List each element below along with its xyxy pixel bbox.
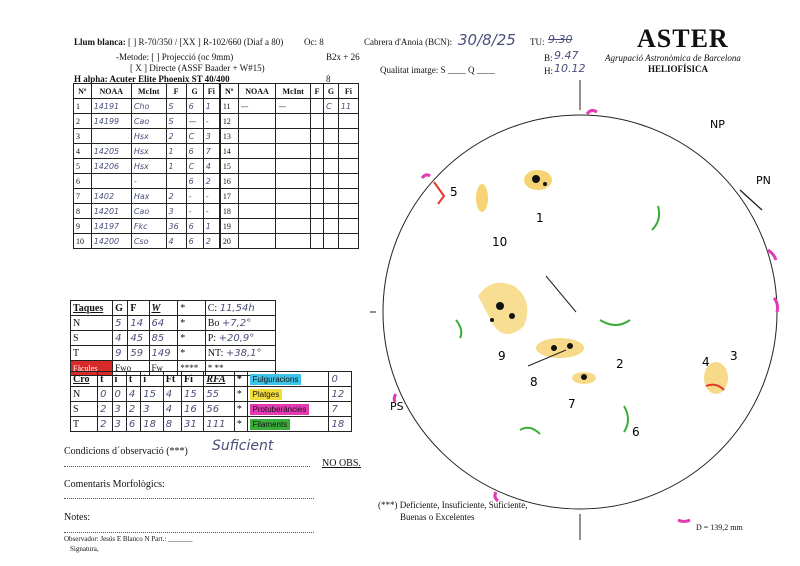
groups-cell: Hsx xyxy=(131,159,166,174)
groups-cell xyxy=(238,174,276,189)
groups-cell xyxy=(311,114,324,129)
groups-cell xyxy=(276,159,311,174)
group-label-4: 4 xyxy=(702,355,710,369)
groups-cell xyxy=(338,204,358,219)
groups-cell: C xyxy=(324,99,339,114)
taques-n-5: Bo +7,2° xyxy=(205,316,275,331)
groups-cell xyxy=(311,189,324,204)
groups-cell: 7 xyxy=(74,189,92,204)
groups-cell: 14206 xyxy=(91,159,131,174)
org-section: HELIOFÍSICA xyxy=(648,64,709,74)
taques-n-1: 5 xyxy=(113,316,128,331)
groups-cell: 1 xyxy=(166,159,186,174)
groups-cell xyxy=(91,174,131,189)
groups-header-11: Fi xyxy=(338,84,358,99)
groups-cell xyxy=(311,129,324,144)
groups-cell: 12 xyxy=(220,114,238,129)
groups-cell: 9 xyxy=(74,219,92,234)
org-subtitle: Agrupació Astronòmica de Barcelona xyxy=(605,53,741,63)
legend-fulguracions-value: 0 xyxy=(329,372,352,387)
taques-h4: * xyxy=(178,301,205,316)
group-label-7: 7 xyxy=(568,397,576,411)
groups-cell xyxy=(276,129,311,144)
taques-h1: G xyxy=(113,301,128,316)
filament xyxy=(600,320,630,325)
taques-t-0: T xyxy=(71,346,113,361)
groups-cell xyxy=(324,204,339,219)
cro-header-5: Ft xyxy=(163,372,181,387)
groups-cell xyxy=(238,114,276,129)
cro-cell: * xyxy=(234,387,247,402)
groups-cell xyxy=(324,219,339,234)
groups-cell xyxy=(324,159,339,174)
groups-cell xyxy=(338,174,358,189)
prominence xyxy=(774,298,778,312)
legend-value-1: 12 xyxy=(329,387,352,402)
cro-cell: 2 xyxy=(98,417,112,432)
cro-cell: 55 xyxy=(204,387,234,402)
cro-cell: 31 xyxy=(181,417,203,432)
groups-cell xyxy=(238,159,276,174)
solar-disk-drawing xyxy=(370,80,780,540)
cro-cell: * xyxy=(234,402,247,417)
groups-cell: 6 xyxy=(186,144,203,159)
fwo-label: Fwo xyxy=(113,361,149,376)
date: 30/8/25 xyxy=(458,31,516,49)
groups-cell xyxy=(324,129,339,144)
solar-disk xyxy=(383,115,777,509)
groups-cell xyxy=(276,219,311,234)
cro-header-3: t xyxy=(126,372,140,387)
plage xyxy=(536,338,584,358)
condicions-label: Condicions d´observació (***) xyxy=(64,446,188,457)
filament xyxy=(652,206,659,230)
taques-n-4: * xyxy=(178,316,205,331)
group-label-8: 8 xyxy=(530,375,538,389)
groups-row xyxy=(74,204,359,219)
taques-t-1: 9 xyxy=(113,346,128,361)
groups-header-3: F xyxy=(166,84,186,99)
groups-cell xyxy=(276,174,311,189)
central-meridian-tick xyxy=(546,276,576,312)
groups-cell xyxy=(238,234,276,249)
groups-cell: - xyxy=(203,189,220,204)
b2x: B2x + 26 xyxy=(326,52,360,62)
groups-row xyxy=(74,144,359,159)
groups-cell: S xyxy=(166,99,186,114)
groups-cell: 20 xyxy=(220,234,238,249)
groups-cell: C xyxy=(186,129,203,144)
groups-cell: 17 xyxy=(220,189,238,204)
stars4: **** xyxy=(178,361,205,376)
groups-cell: — xyxy=(238,99,276,114)
legend-1: Platges xyxy=(247,387,329,402)
groups-cell: - xyxy=(186,204,203,219)
groups-row xyxy=(74,234,359,249)
groups-cell xyxy=(338,114,358,129)
sunspot xyxy=(532,175,540,183)
groups-cell: 1 xyxy=(166,144,186,159)
cro-cell: 8 xyxy=(163,417,181,432)
groups-cell xyxy=(276,144,311,159)
group-label-3: 3 xyxy=(730,349,738,363)
qualitat: Qualitat imatge: S ____ Q ____ xyxy=(380,65,495,75)
groups-cell: 14197 xyxy=(91,219,131,234)
groups-cell: Hsx xyxy=(131,144,166,159)
cro-row xyxy=(71,402,352,417)
prominence xyxy=(422,175,430,178)
notes-label: Notes: xyxy=(64,512,91,523)
observador: Observador: Jesús E Blanco N Part.: _______ xyxy=(64,535,193,543)
taques-h0: Taques xyxy=(71,301,113,316)
taques-table xyxy=(70,300,276,376)
taques-s-1: 4 xyxy=(113,331,128,346)
taques-h3: W xyxy=(149,301,178,316)
groups-cell: 5 xyxy=(74,159,92,174)
groups-cell: 6 xyxy=(186,99,203,114)
groups-header-5: Fi xyxy=(203,84,220,99)
groups-header-9: F xyxy=(311,84,324,99)
cro-header-0: Cro xyxy=(71,372,98,387)
taques-n-3: 64 xyxy=(149,316,178,331)
group-label-5: 5 xyxy=(450,185,458,199)
groups-cell xyxy=(276,114,311,129)
legend-2: Protuberàncies xyxy=(247,402,329,417)
groups-cell: Fkc xyxy=(131,219,166,234)
groups-cell: S xyxy=(166,114,186,129)
sunspot xyxy=(567,343,573,349)
groups-header-7: NOAA xyxy=(238,84,276,99)
cro-header-4: i xyxy=(141,372,163,387)
groups-header-0: Nº xyxy=(74,84,92,99)
groups-cell: 3 xyxy=(74,129,92,144)
groups-cell xyxy=(311,174,324,189)
legend-value-2: 7 xyxy=(329,402,352,417)
groups-cell xyxy=(311,99,324,114)
groups-cell xyxy=(338,129,358,144)
groups-row xyxy=(74,219,359,234)
taques-n-0: N xyxy=(71,316,113,331)
groups-cell xyxy=(324,174,339,189)
cro-cell: T xyxy=(71,417,98,432)
cro-cell: 2 xyxy=(98,402,112,417)
metode: -Metode: [ ] Projecció (oc 9mm) xyxy=(116,52,234,62)
filament xyxy=(456,320,461,338)
dotline xyxy=(64,532,314,533)
groups-cell xyxy=(238,189,276,204)
groups-cell: 10 xyxy=(74,234,92,249)
fw-label: Fw xyxy=(149,361,178,376)
cro-cell: 3 xyxy=(112,402,126,417)
cro-cell: 15 xyxy=(181,387,203,402)
groups-cell: 2 xyxy=(203,234,220,249)
facules-badge: Fàcules xyxy=(71,361,113,376)
groups-cell: - xyxy=(203,114,220,129)
groups-cell xyxy=(338,234,358,249)
groups-cell: Hax xyxy=(131,189,166,204)
groups-cell xyxy=(311,144,324,159)
diameter: D = 139,2 mm xyxy=(696,523,743,532)
sunspot xyxy=(581,374,587,380)
cro-row xyxy=(71,417,352,432)
groups-cell: 1 xyxy=(203,219,220,234)
group-label-9: 9 xyxy=(498,349,506,363)
b-value: 9.47 xyxy=(554,49,579,62)
location: Cabrera d'Anoia (BCN): xyxy=(364,37,453,47)
groups-cell: 13 xyxy=(220,129,238,144)
taques-t-5: NT: +38,1° xyxy=(205,346,275,361)
org-name: ASTER xyxy=(637,24,729,53)
cro-header-2: i xyxy=(112,372,126,387)
groups-cell: 14191 xyxy=(91,99,131,114)
groups-cell xyxy=(311,219,324,234)
taques-s-2: 45 xyxy=(128,331,149,346)
cro-cell: 111 xyxy=(204,417,234,432)
facula xyxy=(434,182,444,204)
groups-cell xyxy=(338,189,358,204)
groups-header-4: G xyxy=(186,84,203,99)
cro-cell: 56 xyxy=(204,402,234,417)
groups-cell xyxy=(324,144,339,159)
groups-row xyxy=(74,189,359,204)
plage xyxy=(476,184,488,212)
cro-table xyxy=(70,371,352,432)
taques-n-2: 14 xyxy=(128,316,149,331)
cro-cell: 0 xyxy=(112,387,126,402)
h-value: 10.12 xyxy=(554,62,586,75)
groups-cell: 1 xyxy=(74,99,92,114)
halpha: H alpha: Acuter Elite Phoenix ST 40/400 xyxy=(74,74,230,84)
comentaris-label: Comentaris Morfològics: xyxy=(64,479,165,490)
groups-cell: - xyxy=(131,174,166,189)
dotline xyxy=(64,498,314,499)
cro-header-6: Fi xyxy=(181,372,203,387)
groups-cell: 11 xyxy=(220,99,238,114)
group-label-10: 10 xyxy=(492,235,508,249)
groups-cell xyxy=(238,129,276,144)
groups-cell: Cso xyxy=(131,234,166,249)
groups-cell xyxy=(324,189,339,204)
groups-cell: 2 xyxy=(166,189,186,204)
scale-legend-2: Buenas o Excelentes xyxy=(400,512,475,522)
cro-cell: 15 xyxy=(141,387,163,402)
legend-fulguracions: Fulguracions xyxy=(247,372,329,387)
cro-cell: 16 xyxy=(181,402,203,417)
groups-cell: 4 xyxy=(166,234,186,249)
groups-cell: 1 xyxy=(203,99,220,114)
groups-cell xyxy=(324,234,339,249)
groups-header-2: McInt xyxy=(131,84,166,99)
groups-cell xyxy=(238,144,276,159)
scale-legend: (***) Deficiente, Insuficiente, Suficiente, xyxy=(378,500,528,510)
groups-cell: 3 xyxy=(166,204,186,219)
groups-cell: 11 xyxy=(338,99,358,114)
groups-row xyxy=(74,174,359,189)
groups-cell xyxy=(311,234,324,249)
groups-cell: 1402 xyxy=(91,189,131,204)
prominence xyxy=(587,110,597,114)
groups-row xyxy=(74,129,359,144)
groups-cell xyxy=(238,219,276,234)
groups-cell xyxy=(311,159,324,174)
groups-cell: C xyxy=(186,159,203,174)
groups-cell xyxy=(238,204,276,219)
groups-cell: 2 xyxy=(166,129,186,144)
groups-cell xyxy=(166,174,186,189)
cro-header-1: t xyxy=(98,372,112,387)
groups-row xyxy=(74,159,359,174)
groups-cell: 6 xyxy=(186,219,203,234)
groups-table xyxy=(73,83,359,249)
cro-cell: 2 xyxy=(126,402,140,417)
groups-cell: — xyxy=(186,114,203,129)
cro-cell: 0 xyxy=(98,387,112,402)
taques-t-2: 59 xyxy=(128,346,149,361)
groups-header-10: G xyxy=(324,84,339,99)
signatura: Signatura, xyxy=(70,545,99,553)
stars-col: * ** xyxy=(205,361,275,376)
cro-cell: 6 xyxy=(126,417,140,432)
groups-cell: 14 xyxy=(220,144,238,159)
groups-cell: 15 xyxy=(220,159,238,174)
cro-header-8: * xyxy=(234,372,247,387)
groups-row xyxy=(74,99,359,114)
prominence xyxy=(678,520,690,522)
groups-cell: 14199 xyxy=(91,114,131,129)
groups-cell: 2 xyxy=(203,174,220,189)
cro-cell: 4 xyxy=(163,387,181,402)
group-label-1: 1 xyxy=(536,211,544,225)
sunspot xyxy=(509,313,515,319)
groups-cell xyxy=(338,144,358,159)
taques-h5: C: 11,54h xyxy=(205,301,275,316)
cro-cell: S xyxy=(71,402,98,417)
oc-label: Oc: 8 xyxy=(304,37,324,47)
groups-header-6: Nº xyxy=(220,84,238,99)
sunspot xyxy=(551,345,557,351)
llum-blanca: Llum blanca: [ ] R-70/350 / [XX ] R-102/660 (Diaf a 80) xyxy=(74,37,284,47)
taques-s-4: * xyxy=(178,331,205,346)
prominence xyxy=(495,492,498,501)
dotline xyxy=(64,466,310,467)
h-label: H: xyxy=(544,66,553,76)
groups-header-8: McInt xyxy=(276,84,311,99)
groups-cell: - xyxy=(203,204,220,219)
cro-cell: 4 xyxy=(163,402,181,417)
ps-label: PS xyxy=(390,400,404,413)
sunspot xyxy=(543,182,547,186)
np-label: NP xyxy=(710,118,725,131)
groups-cell: 36 xyxy=(166,219,186,234)
groups-cell: Hsx xyxy=(131,129,166,144)
no-obs: NO OBS. xyxy=(322,458,361,469)
groups-cell: 18 xyxy=(220,204,238,219)
halpha-num: 8 xyxy=(326,74,331,84)
directe: [ X ] Directe (ASSF Baader + W#15) xyxy=(130,63,265,73)
groups-row xyxy=(74,114,359,129)
groups-cell xyxy=(311,204,324,219)
cro-cell: N xyxy=(71,387,98,402)
tu-label: TU: xyxy=(530,37,545,47)
b-label: B: xyxy=(544,53,553,63)
filament xyxy=(624,406,628,432)
groups-cell: 14200 xyxy=(91,234,131,249)
condicions-value: Suficient xyxy=(212,438,274,454)
group-label-2: 2 xyxy=(616,357,624,371)
taques-h2: F xyxy=(128,301,149,316)
groups-cell: 14205 xyxy=(91,144,131,159)
cro-cell: 4 xyxy=(126,387,140,402)
pn-axis xyxy=(740,190,762,210)
groups-cell: — xyxy=(276,99,311,114)
cro-cell: 3 xyxy=(141,402,163,417)
groups-cell xyxy=(276,189,311,204)
taques-s-5: P: +20,9° xyxy=(205,331,275,346)
taques-s-0: S xyxy=(71,331,113,346)
groups-cell xyxy=(276,234,311,249)
groups-header-1: NOAA xyxy=(91,84,131,99)
groups-cell: 2 xyxy=(74,114,92,129)
cro-header-7: RFA xyxy=(204,372,234,387)
groups-cell: - xyxy=(186,189,203,204)
groups-cell: 4 xyxy=(203,159,220,174)
pn-label: PN xyxy=(756,174,771,187)
groups-cell xyxy=(338,219,358,234)
groups-cell xyxy=(324,114,339,129)
groups-cell: 4 xyxy=(74,144,92,159)
groups-cell: 19 xyxy=(220,219,238,234)
sunspot xyxy=(490,318,494,322)
tu-value: 9.30 xyxy=(548,33,573,46)
groups-cell: Cao xyxy=(131,204,166,219)
cro-cell: * xyxy=(234,417,247,432)
sunspot xyxy=(496,302,504,310)
groups-cell: 16 xyxy=(220,174,238,189)
groups-cell: 8 xyxy=(74,204,92,219)
cro-cell: 3 xyxy=(112,417,126,432)
group-label-6: 6 xyxy=(632,425,640,439)
groups-cell: Cho xyxy=(131,99,166,114)
groups-cell: 14201 xyxy=(91,204,131,219)
groups-cell xyxy=(338,159,358,174)
filament xyxy=(520,428,540,434)
cro-row xyxy=(71,387,352,402)
groups-cell: 6 xyxy=(186,234,203,249)
legend-3: Filaments xyxy=(247,417,329,432)
groups-cell: Cao xyxy=(131,114,166,129)
groups-cell xyxy=(276,204,311,219)
taques-t-3: 149 xyxy=(149,346,178,361)
groups-cell: 3 xyxy=(203,129,220,144)
taques-s-3: 85 xyxy=(149,331,178,346)
groups-cell xyxy=(91,129,131,144)
groups-cell: 7 xyxy=(203,144,220,159)
groups-cell: 6 xyxy=(186,174,203,189)
groups-cell: 6 xyxy=(74,174,92,189)
cro-cell: 18 xyxy=(141,417,163,432)
taques-t-4: * xyxy=(178,346,205,361)
legend-value-3: 18 xyxy=(329,417,352,432)
